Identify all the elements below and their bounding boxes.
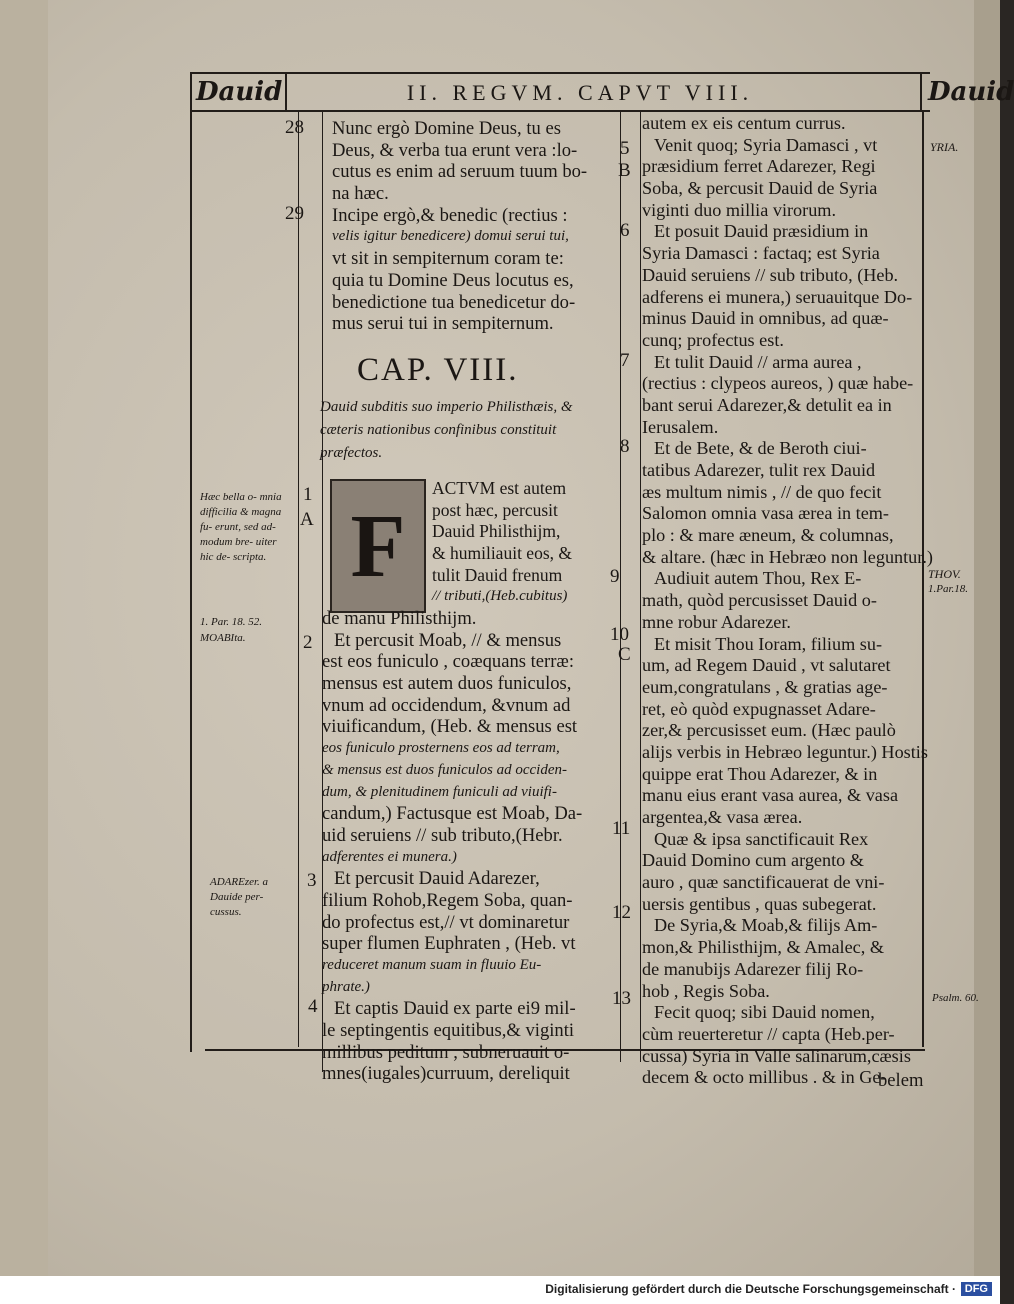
text-line: manu eius erant vasa aurea, & vasa bbox=[642, 785, 899, 806]
text-line: quia tu Domine Deus locutus es, bbox=[332, 269, 574, 291]
text-line: ret, eò quòd expugnasset Adare- bbox=[642, 698, 876, 719]
margin-note-left: ADAREzer. a Dauide per- cussus. bbox=[210, 876, 269, 918]
text-line: minus Dauid in omnibus, ad quæ- bbox=[642, 308, 889, 329]
header-rule-bottom bbox=[190, 110, 930, 112]
running-head: II. REGVM. CAPVT VIII. bbox=[406, 80, 754, 105]
text-line: de manubijs Adarezer filij Ro- bbox=[642, 958, 864, 979]
text-line: dum, & plenitudinem funiculi ad viuifi- bbox=[322, 783, 557, 800]
text-line: tatibus Adarezer, tulit rex Dauid bbox=[642, 460, 876, 480]
text-line: candum,) Factusque est Moab, Da- bbox=[322, 803, 583, 825]
text-line: post hæc, percusit bbox=[432, 499, 558, 520]
header-divider-right bbox=[920, 72, 922, 112]
margin-note-right: Psalm. 60. bbox=[932, 992, 979, 1004]
verse-number: 4 bbox=[308, 996, 318, 1017]
text-line: cunq; profectus est. bbox=[642, 329, 784, 350]
text-line: præsidium ferret Adarezer, Regi bbox=[642, 156, 876, 177]
text-line: Dauid Domino cum argento & bbox=[642, 850, 864, 871]
header-left-name: Dauid bbox=[196, 77, 283, 107]
text-line: (rectius : clypeos aureos, ) quæ habe- bbox=[642, 373, 914, 394]
text-line: eum,congratulans , & gratias age- bbox=[642, 676, 888, 697]
text-line: autem ex eis centum currus. bbox=[642, 113, 846, 133]
text-line: Venit quoq; Syria Damasci , vt bbox=[654, 134, 878, 155]
text-line: uid seruiens // sub tributo,(Hebr. bbox=[322, 824, 563, 846]
text-line: vt sit in sempiternum coram te: bbox=[332, 248, 564, 270]
text-line: argentea,& vasa ærea. bbox=[642, 807, 803, 827]
text-line: um, ad Regem Dauid , vt salutaret bbox=[642, 655, 891, 676]
margin-note-left: MOABIta. bbox=[200, 632, 246, 644]
header-rule-top bbox=[190, 72, 930, 74]
text-line: Fecit quoq; sibi Dauid nomen, bbox=[654, 1002, 875, 1023]
header-divider-left bbox=[285, 72, 287, 112]
text-line: viuificandum, (Heb. & mensus est bbox=[322, 716, 578, 738]
left-column-lower bbox=[322, 608, 582, 1085]
text-line: reduceret manum suam in fluuio Eu- bbox=[322, 957, 542, 973]
footer-bar bbox=[0, 1276, 1000, 1304]
text-line: & mensus est duos funiculos ad occiden- bbox=[322, 761, 567, 778]
text-line: zer,& percusisset eum. (Hæc paulò bbox=[642, 720, 896, 741]
text-line: Et percusit Dauid Adarezer, bbox=[334, 868, 540, 890]
text-line: mus serui tui in sempiternum. bbox=[332, 313, 554, 335]
text-line: plo : & mare æneum, & columnas, bbox=[642, 525, 894, 546]
text-line: uersis gentibus , quas subegerat. bbox=[642, 893, 877, 914]
text-line: decem & octo millibus . & in Ge- bbox=[642, 1067, 887, 1088]
text-line: // tributi,(Heb.cubitus) bbox=[432, 588, 568, 605]
text-line: Soba, & percusit Dauid de Syria bbox=[642, 178, 878, 199]
text-line: adferentes ei munera.) bbox=[322, 848, 457, 865]
rule-outer-left bbox=[190, 72, 192, 1052]
text-line: Et misit Thou Ioram, filium su- bbox=[654, 633, 883, 654]
page-edge-left bbox=[0, 0, 48, 1276]
text-line: hob , Regis Soba. bbox=[642, 980, 770, 1001]
footer-credit: Digitalisierung gefördert durch die Deutsche Forschungsgemeinschaft · bbox=[545, 1282, 956, 1296]
text-line: mnes(iugales)curruum, dereliquit bbox=[322, 1063, 570, 1085]
text-line: Ierusalem. bbox=[642, 416, 719, 437]
text-line: Dauid seruiens // sub tributo, (Heb. bbox=[642, 264, 899, 285]
text-line: vnum ad occidendum, &vnum ad bbox=[322, 694, 571, 716]
verse-number: 28 bbox=[285, 117, 304, 138]
left-column-initial-block bbox=[432, 478, 572, 608]
text-line: Audiuit autem Thou, Rex E- bbox=[654, 568, 862, 589]
text-line: alijs verbis in Hebræo leguntur.) Hostis bbox=[642, 741, 928, 762]
verse-number: 9 bbox=[610, 566, 620, 587]
chapter-summary: Dauid subditis suo imperio Philisthæis, & cæteris nationibus confinibus constituit præfectos. bbox=[320, 399, 573, 461]
text-line: mne robur Adarezer. bbox=[642, 611, 791, 632]
left-column-upper bbox=[332, 118, 587, 335]
verse-number: 1 bbox=[303, 484, 313, 505]
text-line: eos funiculo prosternens eos ad terram, bbox=[322, 740, 560, 757]
verse-number: 3 bbox=[307, 870, 317, 891]
verse-number: 7 bbox=[620, 350, 630, 371]
margin-note-right: THOV. bbox=[928, 567, 961, 581]
text-line: velis igitur benedicere) domui serui tui, bbox=[332, 228, 569, 245]
text-line: ACTVM est autem bbox=[432, 478, 567, 498]
text-line: Et de Bete, & de Beroth ciui- bbox=[654, 438, 867, 459]
text-line: Et captis Dauid ex parte ei9 mil- bbox=[334, 998, 576, 1020]
margin-note-left: 1. Par. 18. 52. bbox=[200, 616, 263, 628]
verse-number: 8 bbox=[620, 436, 630, 457]
text-line: & humiliauit eos, & bbox=[432, 543, 572, 564]
text-line: mensus est autem duos funiculos, bbox=[322, 673, 572, 695]
margin-note-right: 1.Par.18. bbox=[928, 583, 969, 595]
text-line: viginti duo millia virorum. bbox=[642, 199, 836, 220]
catchword: belem bbox=[878, 1070, 924, 1091]
right-column bbox=[642, 113, 933, 1089]
text-line: phrate.) bbox=[322, 978, 370, 995]
text-line: Deus, & verba tua erunt vera :lo- bbox=[332, 139, 578, 161]
page-edge-right bbox=[974, 0, 1000, 1276]
verse-number: 12 bbox=[612, 902, 631, 923]
text-line: Syria Damasci : factaq; est Syria bbox=[642, 243, 880, 264]
chapter-title: CAP. VIII. bbox=[357, 352, 519, 388]
text-line: le septingentis equitibus,& viginti bbox=[322, 1020, 575, 1042]
verse-number: 2 bbox=[303, 632, 313, 653]
text-line: tulit Dauid frenum bbox=[432, 564, 563, 585]
text-line: super flumen Euphraten , (Heb. vt bbox=[322, 933, 576, 955]
text-line: æs multum nimis , // de quo fecit bbox=[642, 481, 882, 502]
section-marker: C bbox=[618, 644, 631, 665]
text-line: cùm reuerteretur // capta (Heb.per- bbox=[642, 1023, 895, 1044]
text-line: Salomon omnia vasa ærea in tem- bbox=[642, 503, 889, 524]
rule-margin-left bbox=[298, 112, 299, 1047]
text-line: math, quòd percusisset Dauid o- bbox=[642, 590, 877, 611]
verse-number: 29 bbox=[285, 203, 304, 224]
dfg-logo: DFG bbox=[961, 1282, 992, 1296]
text-line: na hæc. bbox=[332, 183, 389, 205]
text-line: auro , quæ sanctificauerat de vni- bbox=[642, 872, 885, 893]
verse-number: 10 bbox=[610, 624, 629, 645]
section-marker: B bbox=[618, 160, 631, 181]
margin-note-left: Hæc bella o- mnia difficilia & magna fu- erunt, sed ad- modum bre- uiter hic de- scripta. bbox=[200, 491, 282, 563]
text-line: millibus peditum , subneruauit o- bbox=[322, 1041, 570, 1063]
drop-initial-letter: F bbox=[350, 496, 406, 596]
text-line: adferens ei munera,) seruauitque Do- bbox=[642, 286, 913, 307]
text-line: cussa) Syria in Valle salinarum,cæsis bbox=[642, 1045, 911, 1066]
text-line: mon,& Philisthijm, & Amalec, & bbox=[642, 937, 884, 958]
text-line: Dauid Philisthijm, bbox=[432, 521, 561, 542]
section-marker: A bbox=[300, 509, 314, 530]
text-line: do profectus est,// vt dominaretur bbox=[322, 911, 570, 933]
verse-number: 13 bbox=[612, 988, 631, 1009]
text-line: & altare. (hæc in Hebræo non leguntur.) bbox=[642, 546, 933, 567]
rule-gutter-b bbox=[640, 112, 641, 1062]
text-line: De Syria,& Moab,& filijs Am- bbox=[654, 915, 878, 936]
verse-number: 6 bbox=[620, 220, 630, 241]
text-line: Et tulit Dauid // arma aurea , bbox=[654, 351, 862, 372]
text-line: de manu Philisthijm. bbox=[322, 608, 477, 629]
text-line: quippe erat Thou Adarezer, & in bbox=[642, 763, 878, 784]
text-line: Et percusit Moab, // & mensus bbox=[334, 629, 562, 651]
text-line: Et posuit Dauid præsidium in bbox=[654, 221, 869, 242]
verse-number: 5 bbox=[620, 138, 630, 159]
text-line: Quæ & ipsa sanctificauit Rex bbox=[654, 828, 869, 849]
margin-note-right: YRIA. bbox=[930, 140, 959, 154]
text-line: Incipe ergò,& benedic (rectius : bbox=[332, 204, 568, 226]
text-line: filium Rohob,Regem Soba, quan- bbox=[322, 889, 573, 911]
text-line: bant serui Adarezer,& detulit ea in bbox=[642, 394, 892, 415]
text-line: Nunc ergò Domine Deus, tu es bbox=[332, 118, 561, 139]
text-line: benedictione tua benedicetur do- bbox=[332, 291, 576, 313]
drop-initial-ornament bbox=[330, 479, 426, 613]
header-right-name: Dauid bbox=[928, 77, 1014, 107]
verse-number: 11 bbox=[612, 818, 631, 839]
text-line: est eos funiculo , coæquans terræ: bbox=[322, 651, 574, 673]
text-line: cutus es enim ad seruum tuum bo- bbox=[332, 161, 588, 183]
